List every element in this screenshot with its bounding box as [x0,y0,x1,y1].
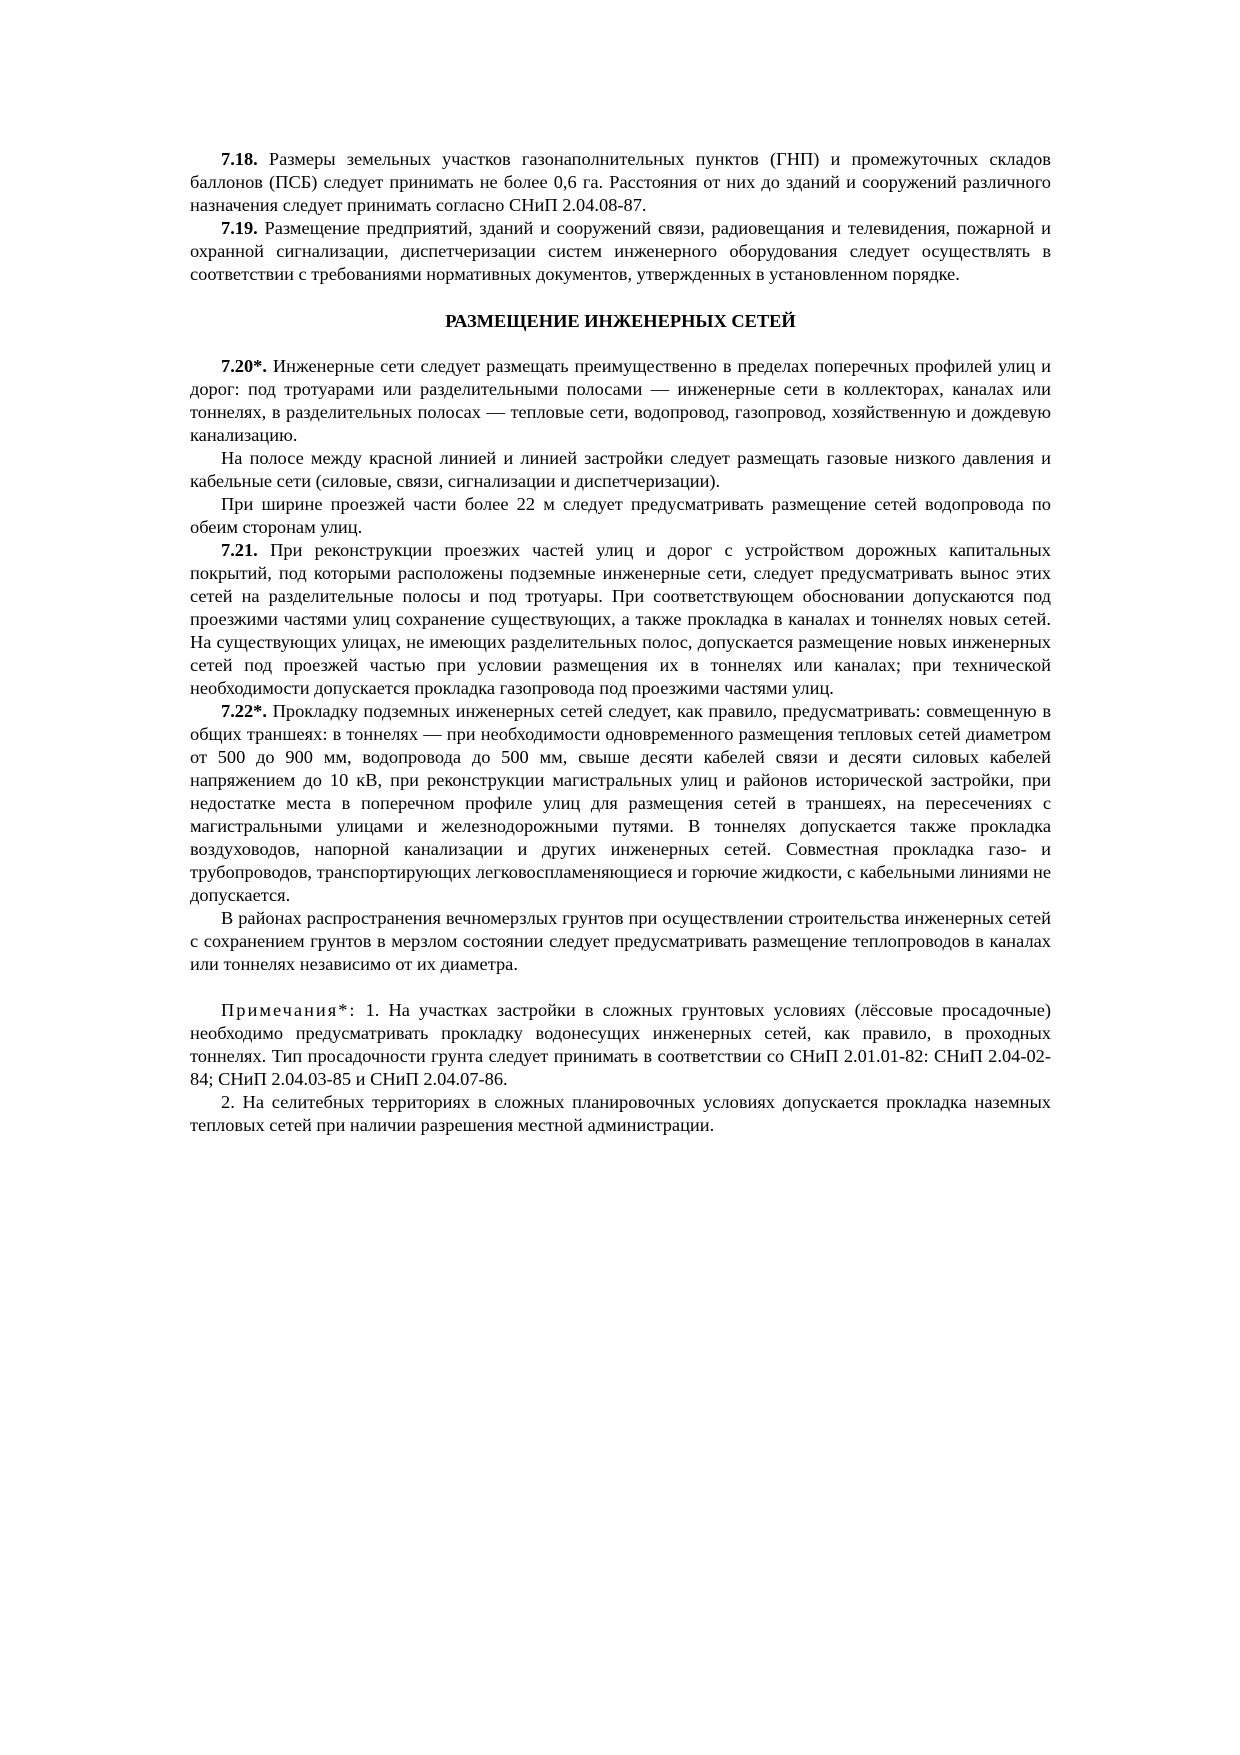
paragraph-7-19 [190,217,1051,286]
paragraph-text: Размещение предприятий, зданий и сооружений связи, радиовещания и телевидения, пожарной и охранной сигнализации, диспетчеризации систем инженерного оборудования следует осуществлять в соответствии с требованиями нормативных документов, утвержденных в установленном порядке. [190,218,1051,284]
spacer [190,976,1051,999]
clause-number: 7.18. [221,149,258,169]
section-heading: РАЗМЕЩЕНИЕ ИНЖЕНЕРНЫХ СЕТЕЙ [445,311,796,331]
note-text: 1. На участках застройки в сложных грунтовых условиях (лёссовые просадочные) необходимо предусматривать прокладку водонесущих инженерных сетей, как правило, в проходных тоннелях. Тип просадочности грунта следует принимать в соответствии со СНиП 2.01.01-82: СНиП 2.04-02-84; СНиП 2.04.03-85 и СНиП 2.04.07-86. [190,1000,1051,1089]
clause-number: 7.19. [221,218,258,238]
note-1 [190,999,1051,1091]
paragraph-7-20-c: При ширине проезжей части более 22 м следует предусматривать размещение сетей водопровода по обеим сторонам улиц. [190,494,1051,537]
paragraph-7-22-b: В районах распространения вечномерзлых грунтов при осуществлении строительства инженерных сетей с сохранением грунтов в мерзлом состоянии следует предусматривать размещение теплопроводов в каналах или тоннелях независимо от их диаметра. [190,908,1051,974]
paragraph-text: Прокладку подземных инженерных сетей следует, как правило, предусматривать: совмещенную в общих траншеях: в тоннелях — при необходимости одновременного размещения тепловых сетей диаметром от 500 до 900 мм, водопровода до 500 мм, свыше десяти кабелей связи и десяти силовых кабелей напряжением до 10 кВ, при реконструкции магистральных улиц и районов исторической застройки, при недостатке места в поперечном профиле улиц для размещения сетей в траншеях, на пересечениях с магистральными улицами и железнодорожными путями. В тоннелях допускается также прокладка воздуховодов, напорной канализации и других инженерных сетей. Совместная прокладка газо- и трубопроводов, транспортирующих легковоспламеняющиеся и горючие жидкости, с кабельными линиями не допускается. [190,701,1051,905]
document-page [190,148,1051,1137]
paragraph-text: Инженерные сети следует размещать преимущественно в пределах поперечных профилей улиц и дорог: под тротуарами или разделительными полосами — инженерные сети в коллекторах, каналах или тоннелях, в разделительных полосах — тепловые сети, водопровод, газопровод, хозяйственную и дождевую канализацию. [190,356,1051,445]
paragraph-text: Размеры земельных участков газонаполнительных пунктов (ГНП) и промежуточных складов баллонов (ПСБ) следует принимать не более 0,6 га. Расстояния от них до зданий и сооружений различного назначения следует принимать согласно СНиП 2.04.08-87. [190,149,1051,215]
note-2: 2. На селитебных территориях в сложных планировочных условиях допускается прокладка наземных тепловых сетей при наличии разрешения местной администрации. [190,1092,1051,1135]
clause-number: 7.22*. [221,701,267,721]
paragraph-7-22 [190,700,1051,907]
paragraph-7-21 [190,539,1051,700]
clause-number: 7.21. [221,540,258,560]
paragraph-text: При реконструкции проезжих частей улиц и дорог с устройством дорожных капитальных покрытий, под которыми расположены подземные инженерные сети, следует предусматривать вынос этих сетей на разделительные полосы и под тротуары. При соответствующем обосновании допускаются под проезжими частями улиц сохранение существующих, а также прокладка в каналах и тоннелях новых сетей. На существующих улицах, не имеющих разделительных полос, допускается размещение новых инженерных сетей под проезжей частью при условии размещения их в тоннелях или каналах; при технической необходимости допускается прокладка газопровода под проезжими частями улиц. [190,540,1051,698]
paragraph-7-20-b: На полосе между красной линией и линией застройки следует размещать газовые низкого давления и кабельные сети (силовые, связи, сигнализации и диспетчеризации). [190,448,1051,491]
notes-label: Примечания*: [221,1000,357,1020]
paragraph-7-20 [190,355,1051,447]
paragraph-7-18 [190,148,1051,217]
clause-number: 7.20*. [221,356,267,376]
